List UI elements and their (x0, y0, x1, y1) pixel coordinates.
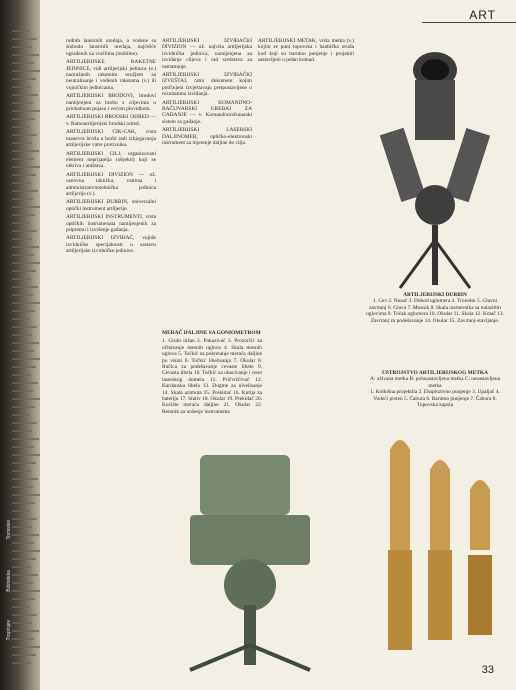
previous-page-text-line (12, 46, 32, 48)
paragraph: ARTILJERIJSKI CIK-CAK, vrsta manevra broda u borbi radi izbjegavanja artiljerijske vatre protivnika. (66, 129, 156, 149)
previous-page-text-line (12, 30, 30, 32)
page-number: 33 (481, 664, 494, 676)
previous-page-text-line (12, 86, 31, 88)
previous-page-text-line (12, 366, 36, 368)
previous-page-text-line (12, 342, 39, 344)
previous-page-text-line (12, 334, 32, 336)
previous-page-text-line (12, 478, 38, 480)
previous-page-text-line (12, 534, 39, 536)
previous-page-text-line (12, 118, 35, 120)
previous-page-text-line (12, 278, 31, 280)
previous-page-text-line (12, 350, 34, 352)
durbin-title: ARTILJERIJSKI DURBIN (403, 292, 467, 298)
previous-page-text-line (12, 462, 36, 464)
previous-page-text-line (12, 494, 40, 496)
paragraph: ARTILJERIJSKI DURBIN, univerzalni optički instrument artiljerije. (66, 199, 156, 212)
merac-title: MERAČ DALJINE SA GONIOMETROM (162, 330, 261, 336)
previous-page-text-line (12, 654, 36, 656)
metak-title: USTROJSTVO ARTILJERIJSKOG METKA (381, 370, 489, 376)
previous-page-text-line (12, 54, 39, 56)
previous-page-text-line (12, 286, 38, 288)
metak-legend: 1. Kolkišna projektila 2. Eksplozivno punjenje 3. Upaljač 4. Vodeći prsten 5. Čahura 6. Barutno punjenje 7. Čahura 8. Topovska kapsla (370, 389, 500, 409)
paragraph: ARTILJERIJSKI CILJ, organizovani element neprijatelja (objekti) koji se otkriva i uništava. (66, 150, 156, 170)
previous-page-text-line (12, 630, 39, 632)
previous-page-text-line (12, 246, 39, 248)
previous-page-text-line (12, 110, 40, 112)
previous-page-text-line (12, 62, 34, 64)
previous-page-text-line (12, 646, 40, 648)
previous-page-text-line (12, 510, 30, 512)
shells-illustration (370, 430, 500, 670)
previous-page-text-line (12, 430, 32, 432)
previous-page-text-line (12, 150, 39, 152)
metak-caption (365, 370, 505, 408)
paragraph: ARTILJERIJSKI KOMANDNO-RAČUNARSKI UREĐAJ ZA GAĐANJE — v. Komandnoračunarski sistem za gađanje. (162, 99, 252, 125)
paragraph: ARTILJERIJSKE RAKETNE JEDINICE, vidi artiljerijski jedinica (v.) naoružanih raketnim oružjem za neutralisanje i vođenih raketama (v.) ili vojničkim jedinicama. (66, 59, 156, 91)
previous-page-text-line (12, 390, 33, 392)
previous-page-text-line (12, 590, 40, 592)
previous-page-text-line (12, 550, 40, 552)
previous-page-text-line (12, 382, 38, 384)
spine-label-2: Biblioteka (6, 570, 12, 592)
previous-page-text-line (12, 606, 30, 608)
previous-page-text-line (12, 166, 40, 168)
previous-page-text-line (12, 598, 35, 600)
previous-page-text-line (12, 182, 31, 184)
previous-page-text-line (12, 486, 33, 488)
previous-page-text-line (12, 374, 31, 376)
paragraph: rudnih lansirnih uredaja, a vodene sa slobodn lansirnih uredaja, najčešće ugrađenih na vozilima (mobilne). (66, 38, 156, 57)
previous-page-text-line (12, 214, 35, 216)
previous-page-text-line (12, 414, 30, 416)
text-column-1 (66, 38, 156, 257)
previous-page-text-line (12, 422, 37, 424)
text-column-3 (258, 38, 354, 66)
previous-page-text-line (12, 406, 35, 408)
previous-page-text-line (12, 446, 34, 448)
previous-page-text-line (12, 294, 33, 296)
book-page (40, 0, 516, 690)
previous-page-text-line (12, 190, 38, 192)
previous-page-text-line (12, 326, 37, 328)
previous-page-text-line (12, 542, 34, 544)
previous-page-text-line (12, 94, 38, 96)
previous-page-text-line (12, 302, 40, 304)
spine-label-3: Tropinjev (6, 620, 12, 641)
previous-page-text-line (12, 158, 34, 160)
metak-sub: A: uživana metka B: polusastavljena metka C: nesastavljena metka (369, 376, 501, 389)
previous-page-text-line (12, 318, 30, 320)
previous-page-text-line (12, 206, 40, 208)
previous-page-text-line (12, 614, 37, 616)
previous-page-text-line (12, 254, 34, 256)
spine-label-1: Tomislav (6, 520, 12, 540)
paragraph: ARTILJERIJSKI BRODSKI ODRED — v. Ratnoartiljerijski brodski odred. (66, 114, 156, 127)
previous-page-text-line (12, 398, 40, 400)
previous-page-text-line (12, 238, 32, 240)
paragraph: ARTILJERIJSKI IZVIĐAČKI IZVEŠTAJ, ratni dokument kojim potčinjeni izvještavaju pretpostavljene o rezultatima izviđanja. (162, 72, 252, 98)
header-rule (422, 22, 516, 23)
book-gutter (0, 0, 40, 690)
previous-page-text-line (12, 270, 36, 272)
previous-page-text-line (12, 174, 36, 176)
durbin-legend: 1. Cev 2. Nosač 3. Dobod uglomera 4. Troredni 5. Glavni zavrtanj 6. Glava 7. Mosnik 8. Skala razmernika sa nalazitim uglovima 9. Točak uglomera 10. Okular 11. Skala 12. Kotač 13. Zavrtanj za podešavanje 14. Okular 15. Zavrtanj-stavljanje. (366, 298, 504, 324)
previous-page-text-line (12, 262, 40, 264)
previous-page-text-line (12, 438, 39, 440)
previous-page-text-line (12, 222, 30, 224)
paragraph: ARTILJERIJSKI IZVIĐAČ, vojnik izvidničke specijalnosti u sastavu artiljerijske izvidničke jedinice. (66, 235, 156, 255)
previous-page-text-line (12, 38, 37, 40)
text-column-2 (162, 38, 252, 149)
previous-page-text-line (12, 142, 32, 144)
durbin-illustration (360, 40, 510, 290)
paragraph: ARTILJERIJSKI METAK, vrsta metka (v.) kojim se puni topovska i haubička oruđa kod koji su barutno punjenje i projektil sastavljeni u jedan komad. (258, 38, 354, 64)
previous-page-text-line (12, 102, 33, 104)
previous-page-text-line (12, 558, 36, 560)
previous-page-text-line (12, 310, 35, 312)
paragraph: ARTILJERIJSKI DIVIZION — ož. osnovna taktička, vatrena i administrativnotehnička jedinica artiljerije (v.). (66, 171, 156, 197)
merac-legend: 1. Grubi nišan 2. Pokazivač 3. Prozorčić za očitavanje mesnih uglova 4. Skala mesnih uglova 5. Točkić za pokretanje merača daljine po visini 6. Točkić libelisanja 7. Okular 8. Ručica za podešavanje cevaste libele 9. Cevasta libela 10. Točkić za ubacivanje i reset laserskog dometa 11. Pričvršćivač 12. Kardanska libela 13. Dugme za nivelisanje 14. Skala azimuta 15. Prekidač 16. Kutija za bateriju 17. Stativ 18. Okular 19. Prekidač 20. Kućište merača daljine 21. Okular 22. Remnik za nošenje instrumenta (162, 338, 262, 415)
previous-page-text-line (12, 134, 37, 136)
durbin-caption (365, 292, 505, 324)
previous-page-text-line (12, 470, 31, 472)
previous-page-text-line (12, 126, 30, 128)
paragraph: ARTILJERIJSKI INSTRUMENTI, vrsta optičkih instrumenata namijenjenih za pripremu i izvršenje gađanja. (66, 214, 156, 233)
paragraph: ARTILJERIJSKI IZVIĐAČKI DIVIZION — ož. najviša artiljerijska izvidnička jedinica, namijenjena za izviđanje ciljeva i rad sredstava za osmatranje. (162, 38, 252, 70)
previous-page-text-line (12, 230, 37, 232)
previous-page-text-line (12, 198, 33, 200)
previous-page-text-line (12, 502, 35, 504)
merac-caption (162, 330, 262, 417)
previous-page-text-line (12, 358, 40, 360)
paragraph: ARTILJERIJSKI BRODOVI, brodovi namijenjeni za borbu s ciljevima u priobalnom pojasu i većom plovidbom. (66, 93, 156, 113)
section-header: ART (469, 8, 496, 22)
previous-page-text-line (12, 70, 40, 72)
previous-page-text-line (12, 78, 36, 80)
previous-page-text-line (12, 454, 40, 456)
previous-page-text-line (12, 566, 31, 568)
paragraph: ARTILJERIJSKI LASERSKI DALJINOMER, optičko-elektronski instrument za mjerenje daljine do cilja. (162, 127, 252, 147)
previous-page-text-line (12, 662, 31, 664)
merac-illustration (160, 445, 360, 675)
